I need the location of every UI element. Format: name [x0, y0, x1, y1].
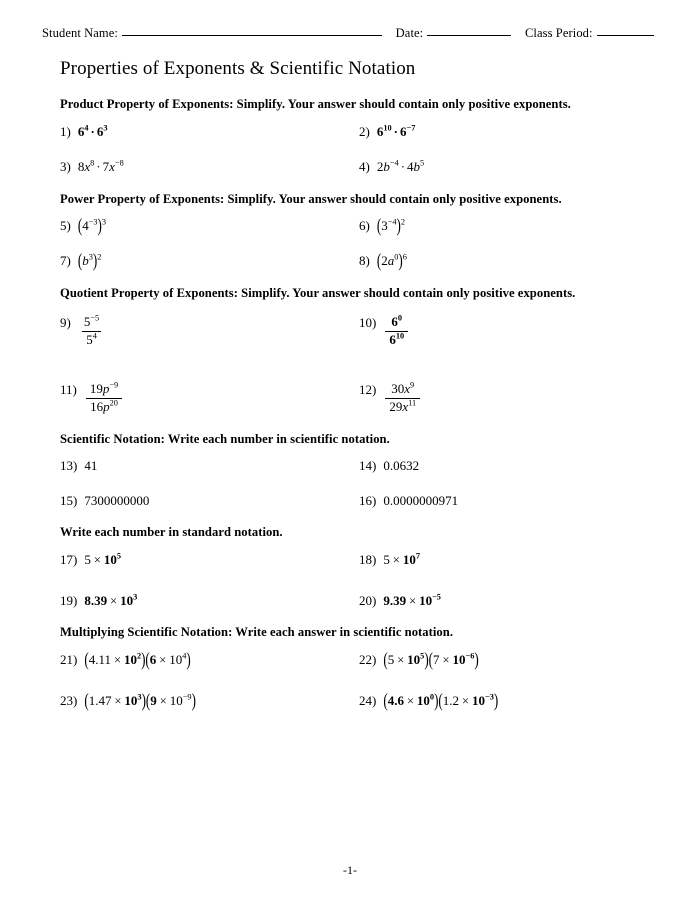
problem-19 — [60, 594, 359, 609]
problem-expression — [84, 380, 359, 416]
fraction-numerator: $30x^9$ — [391, 380, 415, 396]
problem-number: 12) — [359, 381, 377, 397]
problem-expression: $9.39 \times 10^{-5}$ — [383, 592, 441, 608]
fraction — [385, 382, 420, 415]
student-info-header — [42, 26, 658, 41]
problem-8 — [359, 249, 658, 272]
problem-expression: 41 — [84, 458, 98, 474]
problem-row — [60, 459, 658, 474]
problem-number: 5) — [60, 218, 71, 234]
section-directions-standard-notation: Write each number in standard notation. — [60, 525, 283, 540]
problem-expression: $8.39 \times 10^3$ — [84, 592, 138, 608]
problem-number: 19) — [60, 592, 78, 608]
problem-number: 10) — [359, 314, 377, 330]
problem-number: 17) — [60, 552, 78, 568]
problem-row — [60, 214, 658, 237]
problem-number: 1) — [60, 123, 71, 139]
fraction — [86, 382, 122, 415]
problem-row — [60, 249, 658, 272]
problem-row — [60, 160, 658, 175]
problem-number: 3) — [60, 158, 71, 174]
problem-expression: $(4.6 \times 10^0)(1.2 \times 10^{-3})$ — [383, 688, 499, 711]
problem-number: 14) — [359, 458, 377, 474]
fraction-numerator: $6^0$ — [391, 313, 403, 329]
problem-number: 22) — [359, 651, 377, 667]
problem-12 — [359, 380, 658, 416]
problem-22 — [359, 647, 658, 670]
problem-expression: $6^4 \cdot 6^3$ — [77, 123, 108, 139]
problem-expression — [383, 313, 658, 349]
section-directions-scientific-notation: Scientific Notation: Write each number in scientific notation. — [60, 431, 390, 446]
problem-24 — [359, 688, 658, 711]
problem-1 — [60, 125, 359, 140]
section-directions-power-property: Power Property of Exponents: Simplify. Your answer should contain only positive exponents. — [60, 191, 562, 206]
problem-expression: 0.0000000971 — [383, 493, 459, 509]
problem-group-standard-notation — [60, 553, 658, 609]
problem-5 — [60, 214, 359, 237]
date-field[interactable] — [427, 35, 511, 36]
problem-number: 6) — [359, 218, 370, 234]
problem-number: 8) — [359, 253, 370, 269]
page-title: Properties of Exponents & Scientific Notation — [60, 58, 416, 79]
problem-number: 4) — [359, 158, 370, 174]
problem-21 — [60, 647, 359, 670]
problem-number: 24) — [359, 692, 377, 708]
problem-13 — [60, 459, 359, 474]
problem-expression: $5 \times 10^7$ — [383, 551, 420, 568]
problem-row — [60, 594, 658, 609]
problem-4 — [359, 160, 658, 175]
problem-expression: 7300000000 — [84, 493, 150, 509]
problem-18 — [359, 553, 658, 568]
problem-number: 20) — [359, 592, 377, 608]
problem-expression — [383, 380, 658, 416]
problem-expression: 0.0632 — [383, 458, 420, 474]
fraction-denominator: $29x^{11}$ — [385, 398, 420, 415]
problem-row — [60, 125, 658, 140]
problem-23 — [60, 688, 359, 711]
problem-number: 7) — [60, 253, 71, 269]
problem-expression: $(2a^0)^6$ — [376, 249, 407, 272]
problem-group-multiplying-scientific-notation — [60, 647, 658, 711]
problem-row — [60, 380, 658, 416]
problem-expression: $(4.11 \times 10^2)(6 \times 10^4)$ — [84, 647, 191, 670]
student-name-label: Student Name: — [42, 26, 118, 40]
problem-expression: $(5 \times 10^5)(7 \times 10^{-6})$ — [383, 647, 479, 670]
section-directions-multiplying-scientific-notation: Multiplying Scientific Notation: Write each answer in scientific notation. — [60, 624, 454, 639]
fraction-denominator: $6^{10}$ — [385, 331, 408, 348]
section-directions-product-property: Product Property of Exponents: Simplify. Your answer should contain only positive exponents. — [60, 97, 571, 111]
problem-number: 21) — [60, 651, 78, 667]
fraction-numerator: $5^{-5}$ — [83, 313, 100, 329]
problem-expression: $(4^{-3})^3$ — [77, 214, 107, 237]
problem-20 — [359, 594, 658, 609]
problem-number: 16) — [359, 493, 377, 509]
class-period-field[interactable] — [597, 35, 654, 36]
problem-expression: $8x^8 \cdot 7x^{-8}$ — [77, 158, 124, 174]
section-directions-quotient-property: Quotient Property of Exponents: Simplify. Your answer should contain only positive exponents. — [60, 286, 576, 301]
problem-11 — [60, 380, 359, 416]
problem-6 — [359, 214, 658, 237]
problem-number: 9) — [60, 314, 71, 330]
fraction-denominator: $5^4$ — [82, 331, 101, 348]
problem-15 — [60, 494, 359, 509]
problem-10 — [359, 313, 658, 349]
student-name-field[interactable] — [122, 35, 382, 36]
fraction — [385, 315, 408, 348]
fraction — [80, 315, 103, 348]
problem-expression: $(1.47 \times 10^3)(9 \times 10^{-9})$ — [84, 688, 196, 711]
problem-9 — [60, 313, 359, 349]
problem-group-product-property — [60, 125, 658, 175]
problem-row — [60, 313, 658, 349]
problem-2 — [359, 125, 658, 140]
fraction-denominator: $16p^{20}$ — [86, 398, 122, 415]
problem-number: 18) — [359, 552, 377, 568]
problem-number: 11) — [60, 381, 77, 397]
problem-expression: $(b^3)^2$ — [77, 249, 102, 272]
problem-row — [60, 553, 658, 568]
problem-expression: $(3^{-4})^2$ — [376, 214, 406, 237]
problem-number: 13) — [60, 458, 78, 474]
page-number: -1- — [343, 863, 357, 877]
problem-expression: $2b^{-4} \cdot 4b^5$ — [376, 158, 425, 174]
problem-expression: $6^{10} \cdot 6^{-7}$ — [376, 123, 416, 139]
problem-group-quotient-property — [60, 313, 658, 416]
problem-group-scientific-notation — [60, 459, 658, 509]
problem-group-power-property — [60, 214, 658, 272]
fraction-numerator: $19p^{-9}$ — [89, 380, 119, 396]
problem-row — [60, 647, 658, 670]
problem-17 — [60, 553, 359, 568]
problem-14 — [359, 459, 658, 474]
problem-number: 23) — [60, 692, 78, 708]
class-period-label: Class Period: — [524, 26, 593, 40]
date-label: Date: — [395, 26, 424, 40]
problem-7 — [60, 249, 359, 272]
problem-number: 2) — [359, 123, 370, 139]
problem-expression — [78, 313, 359, 349]
problem-row — [60, 494, 658, 509]
problem-3 — [60, 160, 359, 175]
problem-expression: $5 \times 10^5$ — [84, 551, 121, 568]
problem-16 — [359, 494, 658, 509]
problem-row — [60, 688, 658, 711]
problem-number: 15) — [60, 493, 78, 509]
